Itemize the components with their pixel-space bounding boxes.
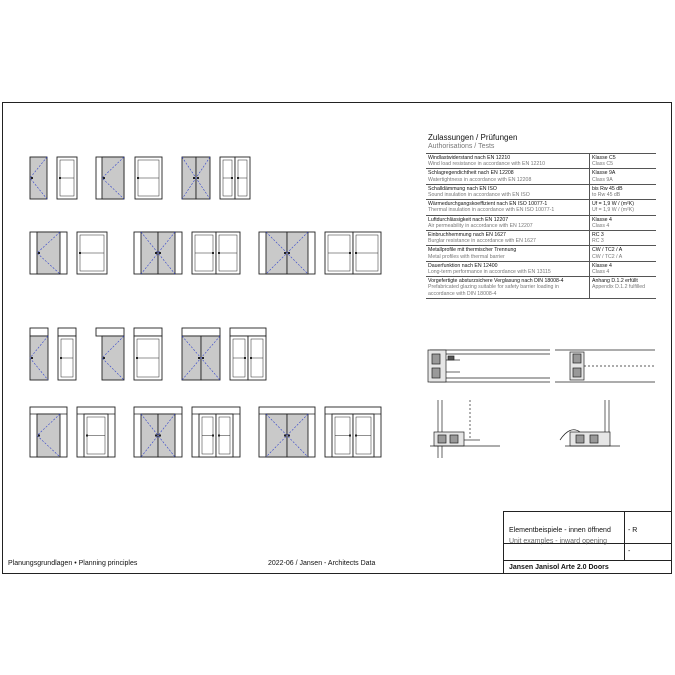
spec-en: Long-term performance in accordance with EN 13115 [428, 269, 551, 276]
spec-val-de: Klasse 4 [592, 216, 612, 223]
door-transom-sidelights-1 [30, 407, 67, 457]
handle-icon [244, 357, 246, 359]
handle-icon [231, 177, 233, 179]
spec-en: Watertightness in accordance with EN 12208 [428, 176, 532, 183]
door-leaf [266, 414, 287, 457]
spec-row [426, 200, 656, 215]
specs-table [426, 153, 656, 299]
door-leaf [102, 157, 124, 199]
spec-en: Burglar resistance in accordance with EN 1627 [428, 238, 536, 245]
spec-val-en: CW / TC2 / A [592, 253, 623, 260]
spec-de: Dauerfunktion nach EN 12400 [428, 262, 498, 269]
handle-icon [355, 435, 357, 437]
handle-icon [159, 435, 161, 437]
door-transom-double-outline [230, 328, 266, 380]
handle-icon [155, 435, 157, 437]
profile-sections [420, 340, 670, 470]
titleblock-title-en: Unit examples - inward opening [509, 538, 608, 545]
spec-val-en: Class 9A [592, 176, 613, 183]
door-transom-sidelights-1-outline [77, 407, 115, 457]
door-double-1-outline [220, 157, 250, 199]
door-double-3 [259, 232, 315, 274]
spec-en: Sound insulation in accordance with EN ISO [428, 192, 530, 199]
door-transom-1-outline [58, 328, 76, 380]
spec-en: Air permeability in accordance with EN 12207 [428, 222, 533, 229]
spec-val-en: to Rw 45 dB [592, 192, 621, 199]
handle-icon [136, 357, 138, 359]
spec-val-de: Klasse 9A [592, 170, 616, 177]
door-transom-2-outline [134, 328, 162, 380]
handle-icon [250, 357, 252, 359]
handle-icon [212, 435, 214, 437]
section-detail-vertical-right [560, 400, 620, 446]
spec-val-de: Klasse 4 [592, 262, 612, 269]
door-transom-sidelights-2 [134, 407, 182, 457]
titleblock-revision-2: - [628, 548, 631, 555]
spec-row [426, 261, 656, 276]
door-leaf [37, 232, 60, 274]
handle-icon [349, 435, 351, 437]
handle-icon [79, 252, 81, 254]
spec-de: Wärmedurchgangskoeffizient nach EN ISO 10077-1 [428, 201, 548, 208]
spec-val-en: Uf = 1,9 W / (m²K) [592, 207, 634, 214]
door-leaf [287, 232, 308, 274]
handle-icon [31, 177, 33, 179]
handle-icon [59, 177, 61, 179]
handle-icon [155, 252, 157, 254]
section-detail-vertical-left [430, 400, 500, 458]
door-leaf [266, 232, 287, 274]
handle-icon [202, 357, 204, 359]
handle-icon [218, 435, 220, 437]
handle-icon [218, 252, 220, 254]
footer-left-en: Planning principles [78, 560, 138, 567]
spec-val-en: RC 3 [592, 238, 604, 245]
door-transom-sidelights-3-outline [325, 407, 381, 457]
door-transom-sidelights-3 [259, 407, 315, 457]
titleblock-revision: - R [628, 527, 638, 534]
title-block [503, 511, 672, 574]
door-double-3-outline [325, 232, 381, 274]
spec-val-en: Appendix D.1.2 fulfilled [592, 284, 646, 291]
spec-en: Metal profiles with thermal barrier [428, 253, 505, 260]
handle-icon [38, 252, 40, 254]
spec-de: Luftdurchlässigkeit nach EN 12207 [428, 216, 509, 223]
handle-icon [159, 252, 161, 254]
specs-subtitle: Authorisations / Tests [428, 143, 495, 150]
spec-de: Schlagregendichtheit nach EN 12208 [428, 170, 514, 177]
handle-icon [197, 177, 199, 179]
handle-icon [103, 177, 105, 179]
spec-en: Wind load resistance in accordance with EN 12210 [428, 161, 546, 168]
spec-de: Vorgefertigte absturzsichere Verglasung nach DIN 18008-4 [428, 278, 564, 285]
spec-val-de: RC 3 [592, 232, 604, 239]
door-transom-sidelights-2-outline [192, 407, 240, 457]
section-detail-horizontal-left [428, 350, 550, 382]
handle-icon [355, 252, 357, 254]
door-transom-2 [96, 328, 124, 380]
handle-icon [198, 357, 200, 359]
handle-icon [193, 177, 195, 179]
spec-en: Thermal insulation in accordance with EN ISO 10077-1 [428, 207, 555, 214]
footer-date-source: 2022-06 / Jansen - Architects Data [268, 560, 376, 567]
footer-section [8, 560, 137, 567]
spec-val-de: bis Rw 45 dB [592, 185, 623, 192]
footer-left-de: Planungsgrundlagen [8, 560, 73, 567]
handle-icon [137, 177, 139, 179]
spec-row [426, 231, 656, 246]
handle-icon [237, 177, 239, 179]
spec-val-de: Anhang D.1.2 erfüllt [592, 278, 638, 285]
handle-icon [38, 435, 40, 437]
handle-icon [212, 252, 214, 254]
titleblock-product: Jansen Janisol Arte 2.0 Doors [509, 564, 609, 571]
handle-icon [288, 435, 290, 437]
spec-de: Metallprofile mit thermischer Trennung [428, 247, 517, 254]
door-sidelights-1 [30, 232, 67, 274]
spec-val-de: CW / TC2 / A [592, 247, 623, 254]
door-single-sidelight [96, 157, 124, 199]
spec-val-en: Class C5 [592, 161, 614, 168]
door-transom-double [182, 328, 220, 380]
specs-title: Zulassungen / Prüfungen [428, 133, 518, 142]
spec-de: Einbruchhemmung nach EN 1627 [428, 232, 506, 239]
handle-icon [284, 435, 286, 437]
door-single-1-outline [57, 157, 77, 199]
handle-icon [31, 357, 33, 359]
handle-icon [288, 252, 290, 254]
spec-row [426, 169, 656, 184]
spec-row [426, 215, 656, 230]
spec-row [426, 277, 656, 299]
door-single-1 [30, 157, 47, 199]
spec-val-en: Class 4 [592, 269, 610, 276]
handle-icon [103, 357, 105, 359]
door-sidelights-1-outline [77, 232, 107, 274]
door-leaf [287, 414, 308, 457]
door-leaf [37, 414, 60, 457]
handle-icon [60, 357, 62, 359]
spec-de: Windlastwiderstand nach EN 12210 [428, 155, 511, 161]
footer-bullet: • [74, 560, 77, 567]
handle-icon [284, 252, 286, 254]
spec-val-en: Class 4 [592, 222, 610, 229]
door-single-sidelight-outline [135, 157, 162, 199]
door-double-1 [182, 157, 210, 199]
spec-val-de: Uf = 1,9 W / (m²K) [592, 201, 634, 208]
spec-row [426, 154, 656, 169]
section-detail-horizontal-right [555, 350, 655, 382]
titleblock-title-de: Elementbeispiele - innen öffnend [509, 527, 611, 534]
spec-de: Schalldämmung nach EN ISO [428, 185, 497, 192]
spec-en: Prefabricated glazing suitable for safety barrier loading in accordance with DIN 18008-4 [428, 284, 559, 297]
door-leaf [102, 336, 124, 380]
spec-row [426, 246, 656, 261]
handle-icon [349, 252, 351, 254]
spec-row [426, 184, 656, 199]
door-transom-1 [30, 328, 48, 380]
handle-icon [86, 435, 88, 437]
door-double-2-outline [192, 232, 240, 274]
spec-val-de: Klasse C5 [592, 155, 616, 161]
door-double-2 [134, 232, 182, 274]
